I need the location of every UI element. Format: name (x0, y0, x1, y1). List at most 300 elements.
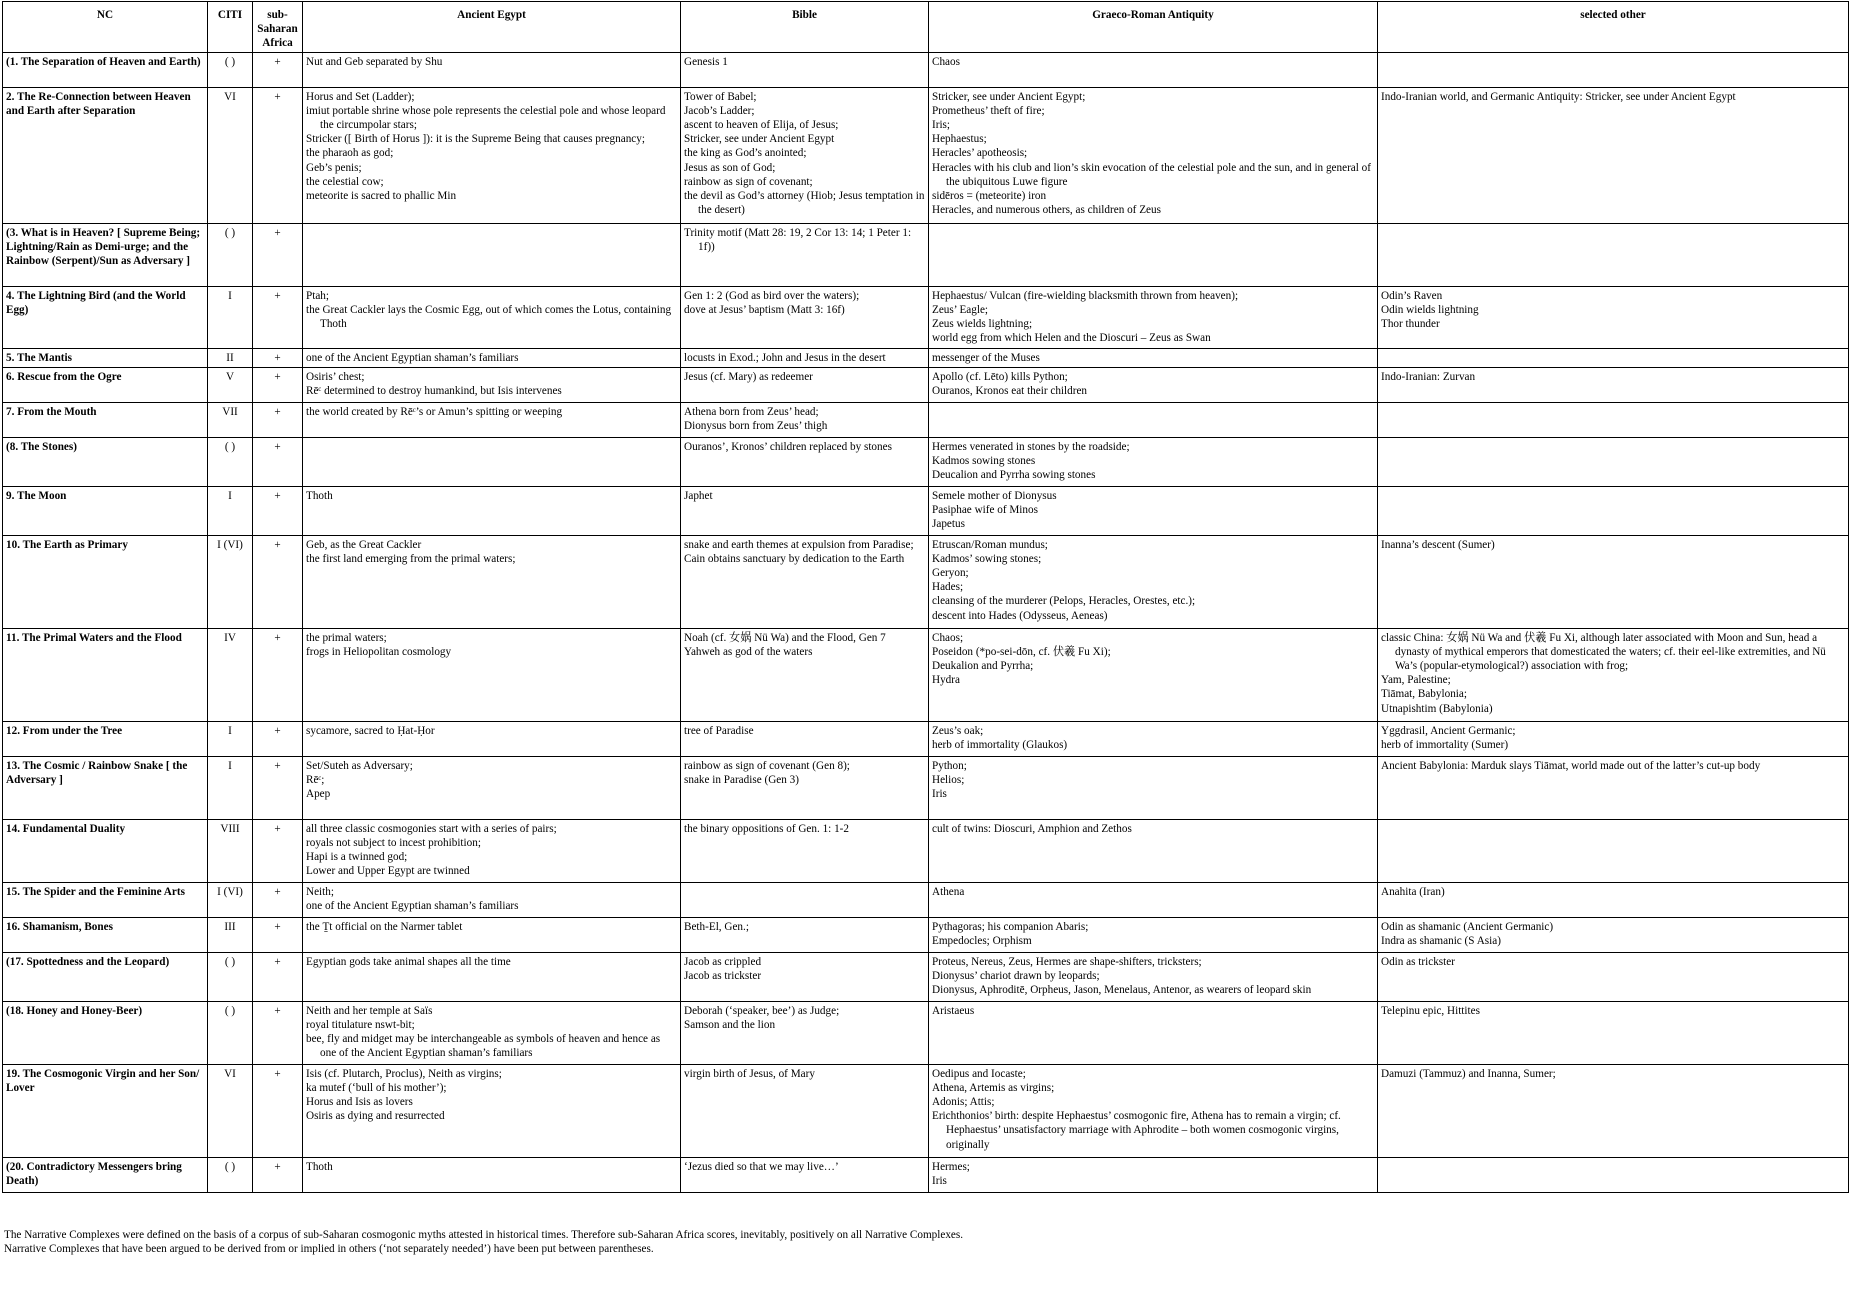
cell-line: Zeus’ Eagle; (932, 303, 989, 316)
cell-line: the pharaoh as god; (306, 147, 394, 160)
cell-nc: 14. Fundamental Duality (3, 819, 208, 882)
cell-line: the binary oppositions of Gen. 1: 1-2 (684, 822, 849, 835)
cell-line: Dionysus, Aphroditē, Orpheus, Jason, Menelaus, Antenor, as wearers of leopard skin (932, 984, 1312, 997)
cell-graeco-roman (929, 1001, 1378, 1064)
cell-line: Geb, as the Great Cackler (306, 538, 422, 551)
cell-line: Iris (932, 1174, 947, 1187)
cell-line: Telepinu epic, Hittites (1381, 1004, 1480, 1017)
cell-line: Heracles with his club and lion’s skin evocation of the celestial pole and the sun, and in general of the ubiquitous Luwe figure (932, 161, 1371, 188)
cell-line: Horus and Isis as lovers (306, 1096, 413, 1109)
cell-bible (681, 486, 929, 535)
cell-graeco-roman (929, 286, 1378, 348)
cell-line: Rēᶜ determined to destroy humankind, but Isis intervenes (306, 384, 562, 397)
cell-ancient-egypt (303, 1157, 681, 1192)
cell-line: Osiris as dying and resurrected (306, 1110, 445, 1123)
cell-bible (681, 535, 929, 628)
cell-graeco-roman (929, 721, 1378, 756)
cell-citi: I (208, 486, 253, 535)
cell-line: Apollo (cf. Lēto) kills Python; (932, 370, 1068, 383)
cell-line: Gen 1: 2 (God as bird over the waters); (684, 289, 860, 302)
cell-ancient-egypt (303, 348, 681, 367)
cell-citi: I (208, 721, 253, 756)
cell-selected-other (1378, 917, 1849, 952)
cell-line: Ancient Babylonia: Marduk slays Tiāmat, world made out of the latter’s cut-up body (1381, 759, 1761, 772)
cell-ancient-egypt (303, 819, 681, 882)
table-row (3, 628, 1849, 721)
cell-citi: IV (208, 628, 253, 721)
cell-line: Athena (932, 885, 965, 898)
cell-selected-other (1378, 952, 1849, 1001)
cell-citi: V (208, 367, 253, 402)
cell-line: Python; (932, 759, 967, 772)
cell-sub-saharan-africa: + (253, 756, 303, 819)
cell-bible (681, 628, 929, 721)
cell-line: Dionysus’ chariot drawn by leopards; (932, 969, 1100, 982)
cell-line: messenger of the Muses (932, 351, 1040, 364)
cell-citi: VI (208, 1064, 253, 1157)
cell-nc: 2. The Re-Connection between Heaven and Earth after Separation (3, 87, 208, 223)
cell-graeco-roman (929, 437, 1378, 486)
cell-sub-saharan-africa: + (253, 348, 303, 367)
cell-line: Adonis; Attis; (932, 1096, 995, 1109)
table-row (3, 882, 1849, 917)
cell-selected-other (1378, 535, 1849, 628)
cell-line: Aristaeus (932, 1004, 975, 1017)
cell-line: Empedocles; Orphism (932, 934, 1032, 947)
cell-line: Thoth (306, 1160, 333, 1173)
header-bible: Bible (681, 2, 929, 53)
cell-line: Set/Suteh as Adversary; (306, 759, 413, 772)
cell-line: Apep (306, 788, 331, 801)
cell-bible (681, 819, 929, 882)
cell-line: the devil as God’s attorney (Hiob; Jesus temptation in the desert) (684, 190, 925, 217)
cell-line: Jesus as son of God; (684, 161, 776, 174)
cell-bible (681, 721, 929, 756)
cell-citi: ( ) (208, 52, 253, 87)
cell-line: all three classic cosmogonies start with a series of pairs; (306, 822, 557, 835)
cell-line: Iris; (932, 119, 951, 132)
cell-selected-other (1378, 486, 1849, 535)
cell-bible (681, 437, 929, 486)
cell-line: Kadmos’ sowing stones; (932, 552, 1042, 565)
cell-line: Thoth (306, 489, 333, 502)
cell-line: herb of immortality (Sumer) (1381, 738, 1509, 751)
cell-line: Indo-Iranian: Zurvan (1381, 370, 1476, 383)
cell-line: Hydra (932, 674, 960, 687)
cell-citi: I (208, 286, 253, 348)
cell-ancient-egypt (303, 628, 681, 721)
cell-line: Indra as shamanic (S Asia) (1381, 934, 1501, 947)
cell-line: meteorite is sacred to phallic Min (306, 190, 457, 203)
cell-line: descent into Hades (Odysseus, Aeneas) (932, 609, 1108, 622)
cell-line: dove at Jesus’ baptism (Matt 3: 16f) (684, 303, 845, 316)
cell-line: Jacob as trickster (684, 969, 762, 982)
cell-line: Jacob as crippled (684, 955, 762, 968)
cell-sub-saharan-africa: + (253, 486, 303, 535)
cell-graeco-roman (929, 87, 1378, 223)
table-row (3, 87, 1849, 223)
cell-line: Helios; (932, 773, 965, 786)
cell-line: Egyptian gods take animal shapes all the time (306, 955, 511, 968)
cell-line: imiut portable shrine whose pole represents the celestial pole and whose leopard the circumpolar stars; (306, 104, 666, 132)
cell-graeco-roman (929, 756, 1378, 819)
cell-line: cleansing of the murderer (Pelops, Heracles, Orestes, etc.); (932, 595, 1196, 608)
cell-nc: (8. The Stones) (3, 437, 208, 486)
cell-nc: 9. The Moon (3, 486, 208, 535)
cell-bible (681, 348, 929, 367)
cell-line: Deucalion and Pyrrha sowing stones (932, 469, 1096, 482)
cell-nc: (1. The Separation of Heaven and Earth) (3, 52, 208, 87)
table-row (3, 756, 1849, 819)
cell-line: the primal waters; (306, 631, 387, 644)
cell-line: Stricker ([ Birth of Horus ]): it is the Supreme Being that causes pregnancy; (306, 133, 645, 146)
cell-ancient-egypt (303, 917, 681, 952)
table-row (3, 223, 1849, 286)
cell-graeco-roman (929, 1157, 1378, 1192)
cell-line: the celestial cow; (306, 175, 384, 188)
cell-sub-saharan-africa: + (253, 535, 303, 628)
cell-selected-other (1378, 348, 1849, 367)
cell-sub-saharan-africa: + (253, 87, 303, 223)
cell-nc: (17. Spottedness and the Leopard) (3, 952, 208, 1001)
cell-sub-saharan-africa: + (253, 882, 303, 917)
cell-line: Japhet (684, 489, 713, 502)
cell-line: the world created by Rēᶜ’s or Amun’s spitting or weeping (306, 405, 563, 418)
cell-ancient-egypt (303, 402, 681, 437)
cell-line: Stricker, see under Ancient Egypt (684, 133, 835, 146)
table-row (3, 917, 1849, 952)
table-row (3, 286, 1849, 348)
cell-line: the first land emerging from the primal waters; (306, 552, 516, 565)
footnote: The Narrative Complexes were defined on the basis of a corpus of sub-Saharan cosmogonic myths attested in historical times. Therefore sub-Saharan Africa scores, inevitably, positively on all Narrative Complexes. (4, 1229, 964, 1241)
cell-line: Yahweh as god of the waters (684, 645, 813, 658)
cell-line: herb of immortality (Glaukos) (932, 738, 1068, 751)
cell-nc: 15. The Spider and the Feminine Arts (3, 882, 208, 917)
cell-nc: 13. The Cosmic / Rainbow Snake [ the Adversary ] (3, 756, 208, 819)
header-nc: NC (3, 2, 208, 53)
cell-line: sycamore, sacred to Ḥat-Ḥor (306, 724, 435, 737)
cell-graeco-roman (929, 819, 1378, 882)
cell-line: Nut and Geb separated by Shu (306, 55, 443, 68)
cell-line: Lower and Upper Egypt are twinned (306, 865, 470, 878)
cell-bible (681, 917, 929, 952)
cell-selected-other (1378, 223, 1849, 286)
cell-citi: ( ) (208, 223, 253, 286)
cell-line: Yam, Palestine; (1381, 674, 1451, 687)
table-row (3, 437, 1849, 486)
cell-nc: (18. Honey and Honey-Beer) (3, 1001, 208, 1064)
cell-line: Pasiphae wife of Minos (932, 503, 1038, 516)
cell-graeco-roman (929, 223, 1378, 286)
cell-line: Tiāmat, Babylonia; (1381, 688, 1467, 701)
cell-line: Anahita (Iran) (1381, 885, 1445, 898)
cell-graeco-roman (929, 348, 1378, 367)
cell-line: Geb’s penis; (306, 161, 362, 174)
cell-line: Chaos; (932, 631, 964, 644)
cell-line: one of the Ancient Egyptian shaman’s familiars (306, 351, 519, 364)
myth-comparison-table (2, 1, 1849, 1193)
cell-line: ka mutef (‘bull of his mother’); (306, 1081, 447, 1094)
cell-citi: VII (208, 402, 253, 437)
cell-nc: 11. The Primal Waters and the Flood (3, 628, 208, 721)
cell-line: Pythagoras; his companion Abaris; (932, 920, 1089, 933)
cell-line: Heracles’ apotheosis; (932, 147, 1028, 160)
cell-line: one of the Ancient Egyptian shaman’s familiars (306, 899, 519, 912)
cell-graeco-roman (929, 917, 1378, 952)
cell-line: Heracles, and numerous others, as children of Zeus (932, 204, 1161, 217)
cell-selected-other (1378, 367, 1849, 402)
table-row (3, 1064, 1849, 1157)
table-row (3, 52, 1849, 87)
cell-bible (681, 756, 929, 819)
cell-citi: VIII (208, 819, 253, 882)
cell-line: the Ṯt official on the Narmer tablet (306, 920, 463, 933)
cell-line: Athena born from Zeus’ head; (684, 405, 819, 418)
table-row (3, 721, 1849, 756)
cell-graeco-roman (929, 52, 1378, 87)
cell-line: Odin as trickster (1381, 955, 1455, 968)
cell-ancient-egypt (303, 87, 681, 223)
cell-ancient-egypt (303, 952, 681, 1001)
cell-bible (681, 952, 929, 1001)
cell-line: cult of twins: Dioscuri, Amphion and Zethos (932, 822, 1132, 835)
cell-line: Utnapishtim (Babylonia) (1381, 702, 1493, 715)
cell-sub-saharan-africa: + (253, 52, 303, 87)
cell-line: Japetus (932, 518, 965, 531)
cell-line: Oedipus and Iocaste; (932, 1067, 1026, 1080)
cell-ancient-egypt (303, 367, 681, 402)
cell-selected-other (1378, 819, 1849, 882)
cell-selected-other (1378, 882, 1849, 917)
cell-line: Poseidon (*po-sei-dōn, cf. 伏羲 Fu Xi); (932, 645, 1111, 658)
cell-line: Osiris’ chest; (306, 370, 365, 383)
cell-selected-other (1378, 52, 1849, 87)
cell-line: Semele mother of Dionysus (932, 489, 1057, 502)
cell-citi: II (208, 348, 253, 367)
cell-ancient-egypt (303, 882, 681, 917)
table-row (3, 402, 1849, 437)
cell-line: rainbow as sign of covenant; (684, 175, 813, 188)
header-citi: CITI (208, 2, 253, 53)
cell-line: the Great Cackler lays the Cosmic Egg, out of which comes the Lotus, containing Thoth (306, 303, 672, 331)
cell-ancient-egypt (303, 286, 681, 348)
table-row (3, 1001, 1849, 1064)
cell-selected-other (1378, 756, 1849, 819)
footnote: Narrative Complexes that have been argued to be derived from or implied in others (‘not separately needed’) have been put between parentheses. (4, 1243, 654, 1256)
cell-ancient-egypt (303, 437, 681, 486)
cell-selected-other (1378, 286, 1849, 348)
table-row (3, 367, 1849, 402)
cell-bible (681, 286, 929, 348)
cell-line: Hapi is a twinned god; (306, 851, 408, 864)
header-graeco-roman: Graeco-Roman Antiquity (929, 2, 1378, 53)
cell-nc: 12. From under the Tree (3, 721, 208, 756)
cell-sub-saharan-africa: + (253, 917, 303, 952)
cell-bible (681, 882, 929, 917)
header-row (3, 2, 1849, 53)
cell-nc: 10. The Earth as Primary (3, 535, 208, 628)
cell-bible (681, 1064, 929, 1157)
cell-nc: 7. From the Mouth (3, 402, 208, 437)
cell-line: Hermes; (932, 1160, 970, 1173)
cell-line: Isis (cf. Plutarch, Proclus), Neith as virgins; (306, 1067, 502, 1080)
cell-bible (681, 52, 929, 87)
cell-selected-other (1378, 628, 1849, 721)
cell-line: Ouranos’, Kronos’ children replaced by stones (684, 440, 892, 453)
cell-sub-saharan-africa: + (253, 628, 303, 721)
cell-citi: ( ) (208, 437, 253, 486)
cell-line: Erichthonios’ birth: despite Hephaestus’ cosmogonic fire, Athena has to remain a virgin; cf. Hephaestus’ unsatisfactory marriage with Aphrodite – both women cosmogonic virgins, originally (932, 1110, 1341, 1151)
cell-graeco-roman (929, 952, 1378, 1001)
cell-line: sidēros = (meteorite) iron (932, 190, 1047, 203)
cell-citi: VI (208, 87, 253, 223)
cell-bible (681, 402, 929, 437)
cell-line: Hermes venerated in stones by the roadside; (932, 440, 1130, 453)
cell-line: virgin birth of Jesus, of Mary (684, 1067, 815, 1080)
cell-line: bee, fly and midget may be interchangeable as symbols of heaven and hence as one of the Ancient Egyptian shaman’s familiars (306, 1033, 661, 1060)
cell-line: rainbow as sign of covenant (Gen 8); (684, 759, 850, 772)
cell-line: Neith and her temple at Saïs (306, 1004, 433, 1017)
cell-line: Tower of Babel; (684, 90, 757, 103)
cell-nc: 16. Shamanism, Bones (3, 917, 208, 952)
cell-line: Damuzi (Tammuz) and Inanna, Sumer; (1381, 1067, 1556, 1080)
table-row (3, 819, 1849, 882)
cell-citi: I (VI) (208, 882, 253, 917)
cell-line: Stricker, see under Ancient Egypt; (932, 90, 1086, 103)
cell-line: Proteus, Nereus, Zeus, Hermes are shape-shifters, tricksters; (932, 955, 1202, 968)
cell-selected-other (1378, 1064, 1849, 1157)
cell-line: snake in Paradise (Gen 3) (684, 773, 799, 786)
cell-line: Yggdrasil, Ancient Germanic; (1381, 724, 1516, 737)
header-ancient-egypt: Ancient Egypt (303, 2, 681, 53)
cell-selected-other (1378, 1157, 1849, 1192)
cell-sub-saharan-africa: + (253, 437, 303, 486)
cell-sub-saharan-africa: + (253, 819, 303, 882)
cell-line: Kadmos sowing stones (932, 454, 1036, 467)
cell-bible (681, 367, 929, 402)
cell-citi: I (208, 756, 253, 819)
cell-selected-other (1378, 1001, 1849, 1064)
table-row (3, 486, 1849, 535)
cell-nc: 5. The Mantis (3, 348, 208, 367)
cell-graeco-roman (929, 535, 1378, 628)
cell-line: ascent to heaven of Elija, of Jesus; (684, 119, 839, 132)
cell-graeco-roman (929, 402, 1378, 437)
cell-nc: 4. The Lightning Bird (and the World Egg) (3, 286, 208, 348)
cell-nc: 6. Rescue from the Ogre (3, 367, 208, 402)
cell-bible (681, 87, 929, 223)
cell-ancient-egypt (303, 52, 681, 87)
cell-line: Jesus (cf. Mary) as redeemer (684, 370, 813, 383)
cell-sub-saharan-africa: + (253, 1001, 303, 1064)
cell-line: Hephaestus; (932, 133, 987, 146)
cell-line: Thor thunder (1381, 318, 1440, 331)
cell-line: Etruscan/Roman mundus; (932, 538, 1048, 551)
cell-line: Odin wields lightning (1381, 303, 1479, 316)
cell-nc: (20. Contradictory Messengers bring Death) (3, 1157, 208, 1192)
cell-ancient-egypt (303, 1064, 681, 1157)
cell-line: frogs in Heliopolitan cosmology (306, 645, 452, 658)
cell-sub-saharan-africa: + (253, 721, 303, 756)
table-body (3, 52, 1849, 1192)
cell-line: Inanna’s descent (Sumer) (1381, 538, 1495, 551)
cell-line: Iris (932, 788, 947, 801)
cell-line: the king as God’s anointed; (684, 147, 807, 160)
cell-bible (681, 223, 929, 286)
cell-sub-saharan-africa: + (253, 367, 303, 402)
cell-graeco-roman (929, 367, 1378, 402)
cell-sub-saharan-africa: + (253, 1157, 303, 1192)
cell-line: tree of Paradise (684, 724, 754, 737)
cell-line: Hades; (932, 581, 964, 594)
cell-line: Athena, Artemis as virgins; (932, 1081, 1055, 1094)
cell-line: Hephaestus/ Vulcan (fire-wielding blacksmith thrown from heaven); (932, 289, 1239, 302)
cell-ancient-egypt (303, 486, 681, 535)
cell-ancient-egypt (303, 223, 681, 286)
cell-sub-saharan-africa: + (253, 223, 303, 286)
cell-citi: ( ) (208, 1001, 253, 1064)
cell-line: Zeus’s oak; (932, 724, 984, 737)
cell-sub-saharan-africa: + (253, 402, 303, 437)
cell-citi: ( ) (208, 1157, 253, 1192)
header-sub-saharan-africa: sub-Saharan Africa (253, 2, 303, 53)
cell-bible (681, 1001, 929, 1064)
cell-line: royals not subject to incest prohibition; (306, 836, 481, 849)
cell-ancient-egypt (303, 721, 681, 756)
cell-citi: III (208, 917, 253, 952)
cell-line: Dionysus born from Zeus’ thigh (684, 419, 828, 432)
cell-line: Deborah (‘speaker, bee’) as Judge; (684, 1004, 840, 1017)
cell-citi: ( ) (208, 952, 253, 1001)
cell-line: snake and earth themes at expulsion from Paradise; (684, 538, 914, 551)
cell-line: Jacob’s Ladder; (684, 104, 755, 117)
header-selected-other: selected other (1378, 2, 1849, 53)
cell-selected-other (1378, 437, 1849, 486)
cell-line: Horus and Set (Ladder); (306, 90, 415, 103)
cell-selected-other (1378, 402, 1849, 437)
cell-selected-other (1378, 721, 1849, 756)
cell-line: Rēᶜ; (306, 773, 325, 786)
table-row (3, 1157, 1849, 1192)
cell-line: world egg from which Helen and the Dioscuri – Zeus as Swan (932, 332, 1211, 345)
cell-line: classic China: 女娲 Nü Wa and 伏羲 Fu Xi, although later associated with Moon and Sun, head a dynasty of mythical emperors that domesticated the waters; cf. their eel-like extremities, and Nü Wa’s (popular-etymological?) association with frog; (1381, 631, 1826, 673)
cell-line: ‘Jezus died so that we may live…’ (684, 1160, 839, 1173)
cell-line: Odin’s Raven (1381, 289, 1443, 302)
cell-line: Trinity motif (Matt 28: 19, 2 Cor 13: 14; 1 Peter 1: 1f)) (684, 226, 912, 253)
table-row (3, 952, 1849, 1001)
cell-graeco-roman (929, 882, 1378, 917)
cell-line: Ptah; (306, 289, 329, 302)
cell-nc: (3. What is in Heaven? [ Supreme Being; Lightning/Rain as Demi-urge; and the Rainbow (Serpent)/Sun as Adversary ] (3, 223, 208, 286)
cell-sub-saharan-africa: + (253, 286, 303, 348)
cell-graeco-roman (929, 1064, 1378, 1157)
cell-ancient-egypt (303, 1001, 681, 1064)
cell-line: Zeus wields lightning; (932, 318, 1033, 331)
footnotes (4, 1228, 963, 1256)
cell-line: Geryon; (932, 567, 969, 580)
cell-line: Deukalion and Pyrrha; (932, 660, 1034, 673)
cell-line: Neith; (306, 885, 334, 898)
cell-graeco-roman (929, 628, 1378, 721)
cell-ancient-egypt (303, 756, 681, 819)
cell-line: Genesis 1 (684, 55, 728, 68)
table-row (3, 348, 1849, 367)
cell-line: Chaos (932, 55, 960, 68)
cell-line: Ouranos, Kronos eat their children (932, 384, 1088, 397)
cell-line: locusts in Exod.; John and Jesus in the desert (684, 351, 886, 364)
cell-sub-saharan-africa: + (253, 1064, 303, 1157)
cell-line: Odin as shamanic (Ancient Germanic) (1381, 920, 1554, 933)
